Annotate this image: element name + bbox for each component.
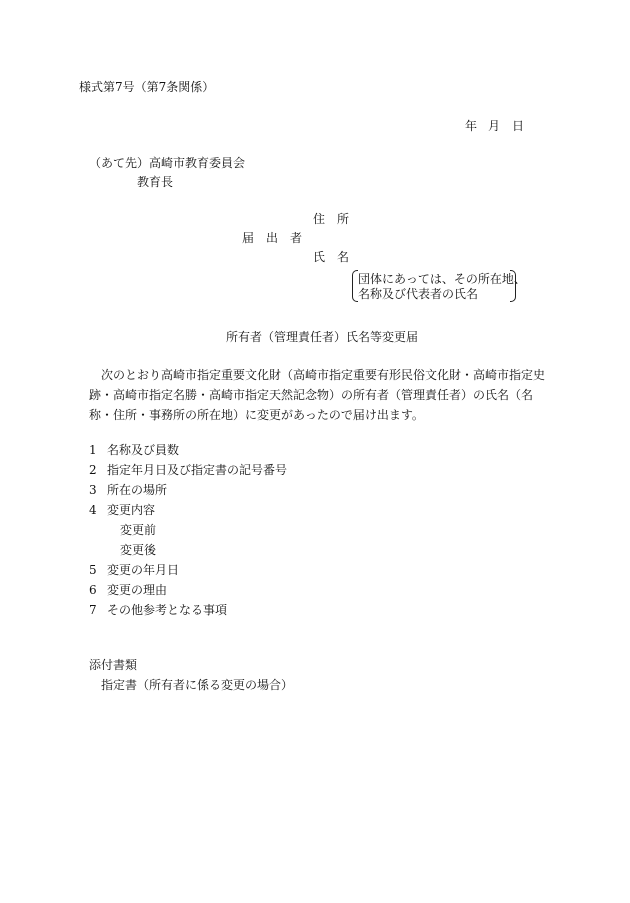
- attachments-item: 指定書（所有者に係る変更の場合）: [101, 678, 294, 692]
- date-month-label: 月: [488, 119, 501, 133]
- list-item: 2 指定年月日及び指定書の記号番号: [89, 463, 288, 477]
- address-label: 住 所: [313, 212, 350, 226]
- list-item: 3 所在の場所: [89, 483, 168, 497]
- date-year-label: 年: [465, 119, 478, 133]
- document-title: 所有者（管理責任者）氏名等変更届: [226, 330, 419, 344]
- list-item: 7 その他参考となる事項: [89, 603, 228, 617]
- body-paragraph: 次のとおり高崎市指定重要文化財（高崎市指定重要有形民俗文化財・高崎市指定史跡・高崎市指定名勝・高崎市指定天然記念物）の所有者（管理責任者）の氏名（名称・住所・事務所の所在地）に変更があったので届け出ます。: [89, 368, 546, 422]
- form-number: 様式第7号（第7条関係）: [79, 80, 215, 94]
- applicant-label: 届 出 者: [242, 231, 303, 245]
- list-subitem: 変更後: [120, 543, 157, 557]
- list-item: 6 変更の理由: [89, 583, 168, 597]
- list-item: 5 変更の年月日: [89, 563, 180, 577]
- list-item: 1 名称及び員数: [89, 443, 180, 457]
- addressee-line1: （あて先）高崎市教育委員会: [89, 156, 246, 170]
- organization-note-line2: 名称及び代表者の氏名: [358, 287, 479, 301]
- organization-note-line1: 団体にあっては、その所在地、: [358, 272, 526, 286]
- addressee-line2: 教育長: [137, 175, 174, 189]
- right-paren-bracket: [510, 270, 516, 302]
- list-subitem: 変更前: [120, 523, 157, 537]
- name-label: 氏 名: [313, 250, 350, 264]
- list-item: 4 変更内容: [89, 503, 156, 517]
- attachments-heading: 添付書類: [89, 658, 138, 672]
- organization-note: [352, 270, 526, 302]
- date-day-label: 日: [512, 119, 525, 133]
